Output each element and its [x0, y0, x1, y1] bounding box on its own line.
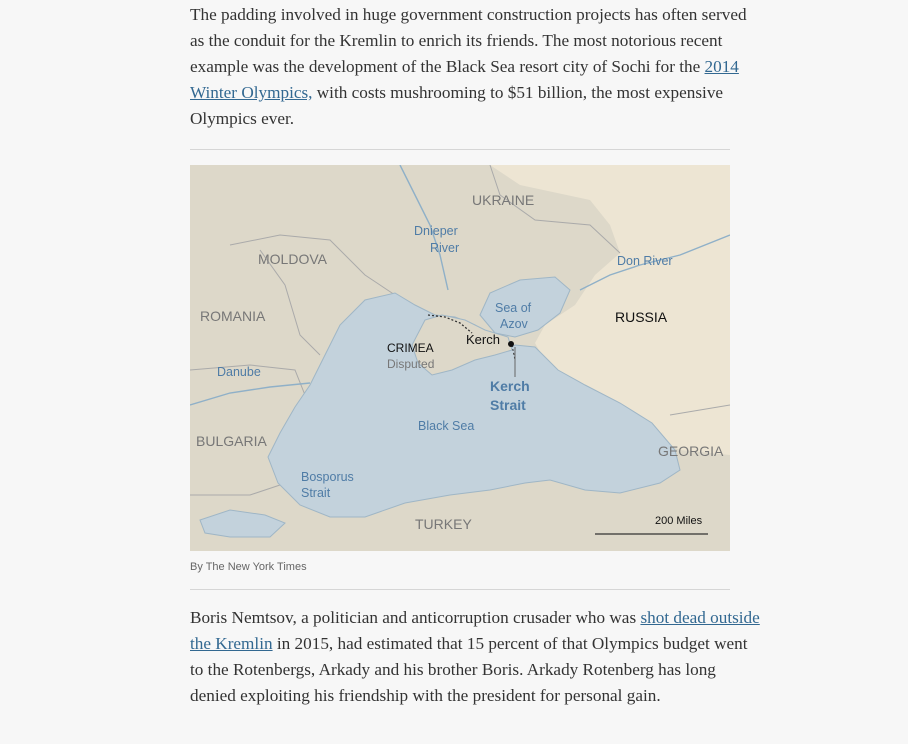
label-russia: RUSSIA: [615, 309, 668, 325]
divider-bottom: [190, 589, 730, 590]
label-bosporus-2: Strait: [301, 486, 331, 500]
paragraph-1: [190, 2, 760, 132]
label-kerch: Kerch: [466, 332, 500, 347]
label-bulgaria: BULGARIA: [196, 433, 267, 449]
nemtsov-shot-link[interactable]: shot dead outside the Kremlin: [190, 608, 760, 653]
black-sea-map: [190, 165, 730, 551]
label-bosporus-1: Bosporus: [301, 470, 354, 484]
label-dnieper-1: Dnieper: [414, 224, 458, 238]
label-dnieper-2: River: [430, 241, 460, 255]
label-danube: Danube: [217, 365, 261, 379]
scale-label: 200 Miles: [655, 515, 703, 527]
paragraph-1-text-a: The padding involved in huge government construction projects has often served as the conduit for the Kremlin to enrich its friends. The most notorious recent example was the development of the Black Sea resort city of Sochi for the: [190, 5, 747, 76]
label-turkey: TURKEY: [415, 516, 472, 532]
label-crimea: CRIMEA: [387, 341, 434, 355]
divider-top: [190, 149, 730, 150]
label-romania: ROMANIA: [200, 308, 266, 324]
map-credit: By The New York Times: [190, 561, 307, 573]
paragraph-2: [190, 605, 760, 709]
label-ukraine: UKRAINE: [472, 192, 535, 208]
paragraph-2-text-b: in 2015, had estimated that 15 percent of that Olympics budget went to the Rotenbergs, Arkady and his brother Boris. Arkady Rotenberg has long denied exploiting his friendship with the president for personal gain.: [190, 634, 748, 705]
label-georgia: GEORGIA: [658, 443, 724, 459]
winter-olympics-link[interactable]: 2014 Winter Olympics,: [190, 57, 739, 102]
label-kerch-strait-2: Strait: [490, 397, 526, 413]
label-don-river: Don River: [617, 254, 673, 268]
label-azov-1: Sea of: [495, 301, 532, 315]
label-black-sea: Black Sea: [418, 419, 475, 433]
paragraph-2-text-a: Boris Nemtsov, a politician and anticorruption crusader who was: [190, 608, 641, 627]
label-kerch-strait-1: Kerch: [490, 378, 530, 394]
label-azov-2: Azov: [500, 317, 528, 331]
kerch-dot: [508, 341, 514, 347]
paragraph-1-text-b: with costs mushrooming to $51 billion, the most expensive Olympics ever.: [190, 83, 724, 128]
label-disputed: Disputed: [387, 357, 435, 371]
label-moldova: MOLDOVA: [258, 251, 327, 267]
